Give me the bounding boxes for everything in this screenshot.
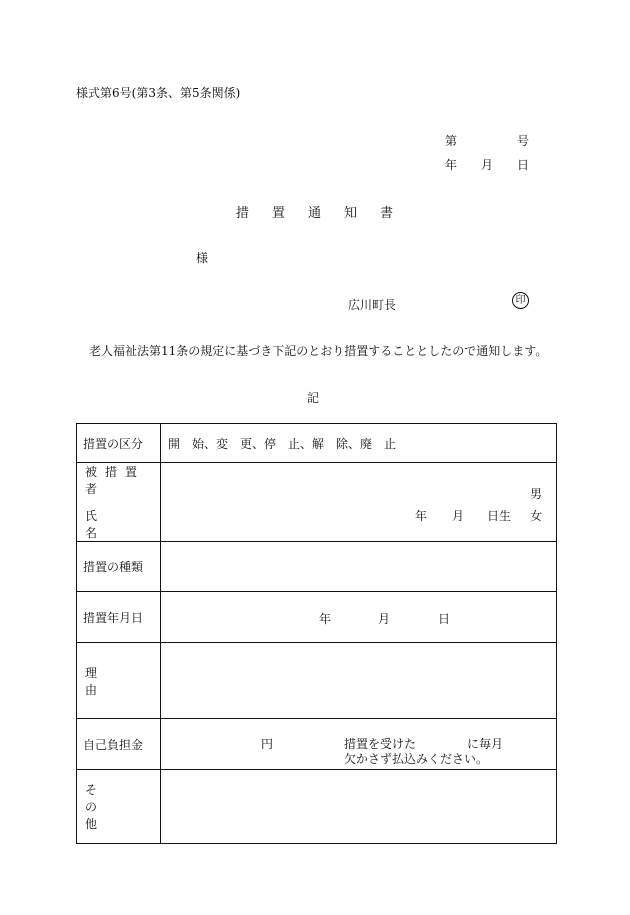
label-line: 氏名: [85, 509, 152, 540]
birth-year-label: 年: [415, 508, 428, 523]
label-cell: [77, 542, 161, 592]
futan-cell-inner: [161, 719, 556, 769]
row-label: 措置年月日: [83, 610, 144, 625]
label-cell: [77, 424, 161, 463]
label-cell: [77, 592, 161, 643]
other-value-cell[interactable]: [161, 770, 557, 844]
table-row: [77, 424, 557, 463]
female-label: 女: [529, 508, 542, 523]
label-line: 理由: [85, 665, 152, 697]
label-cell: [77, 643, 161, 719]
row-label: [77, 781, 160, 832]
notice-body-text: 老人福祉法第11条の規定に基づき下記のとおり措置することとしたので通知します。: [89, 344, 548, 358]
doc-date-month: 月: [481, 158, 494, 172]
shurui-value-cell[interactable]: [161, 542, 557, 592]
futan-value-cell[interactable]: [161, 719, 557, 770]
row-label: [77, 463, 160, 497]
row-label: 措置の区分: [83, 436, 144, 451]
person-cell-inner: [161, 477, 556, 528]
date-month-label: 月: [378, 612, 391, 626]
row-label: [77, 507, 160, 541]
label-cell: [77, 719, 161, 770]
date-cell-inner: [161, 592, 556, 642]
futan-text-1: 措置を受けた: [344, 737, 417, 751]
title-char: 書: [380, 206, 394, 221]
table-row: [77, 542, 557, 592]
seal-mark: 印: [512, 292, 529, 309]
title-char: 措: [236, 206, 250, 221]
date-year-label: 年: [319, 612, 332, 626]
doc-number-go: 号: [517, 134, 530, 148]
label-cell: [77, 770, 161, 844]
kubun-value-cell[interactable]: [161, 424, 557, 463]
riyu-value-cell[interactable]: [161, 643, 557, 719]
yen-label: 円: [261, 737, 274, 751]
date-value-cell[interactable]: [161, 592, 557, 643]
doc-date-year: 年: [445, 158, 458, 172]
label-cell: [77, 463, 161, 542]
table-row: [77, 592, 557, 643]
ki-heading: 記: [307, 391, 320, 405]
date-day-label: 日: [438, 612, 451, 626]
doc-date-day: 日: [517, 158, 530, 172]
table-row: [77, 463, 557, 542]
addressee-suffix: 様: [196, 251, 209, 265]
form-number: 様式第6号(第3条、第5条関係): [76, 86, 241, 100]
birth-day-label: 日生: [487, 508, 512, 523]
label-line: 被措置者: [85, 465, 146, 496]
row-label: 自己負担金: [83, 737, 144, 752]
table-row: [77, 643, 557, 719]
person-value-cell[interactable]: [161, 463, 557, 542]
table-row: [77, 770, 557, 844]
kubun-options: 開 始、変 更、停 止、解 除、廃 止: [168, 436, 397, 451]
label-line: その他: [85, 783, 121, 831]
futan-text-3: 欠かさず払込みください。: [344, 752, 489, 766]
title-char: 通: [308, 206, 322, 221]
male-label: 男: [529, 486, 542, 501]
birth-month-label: 月: [452, 508, 465, 523]
doc-number-dai: 第: [445, 134, 458, 148]
notice-table: [76, 423, 557, 844]
title-char: 知: [344, 206, 358, 221]
title-char: 置: [272, 206, 286, 221]
table-row: [77, 719, 557, 770]
futan-text-2: に毎月: [467, 737, 504, 751]
row-label: 措置の種類: [83, 560, 144, 574]
row-label: [77, 664, 160, 698]
issuer-name: 広川町長: [348, 298, 397, 312]
